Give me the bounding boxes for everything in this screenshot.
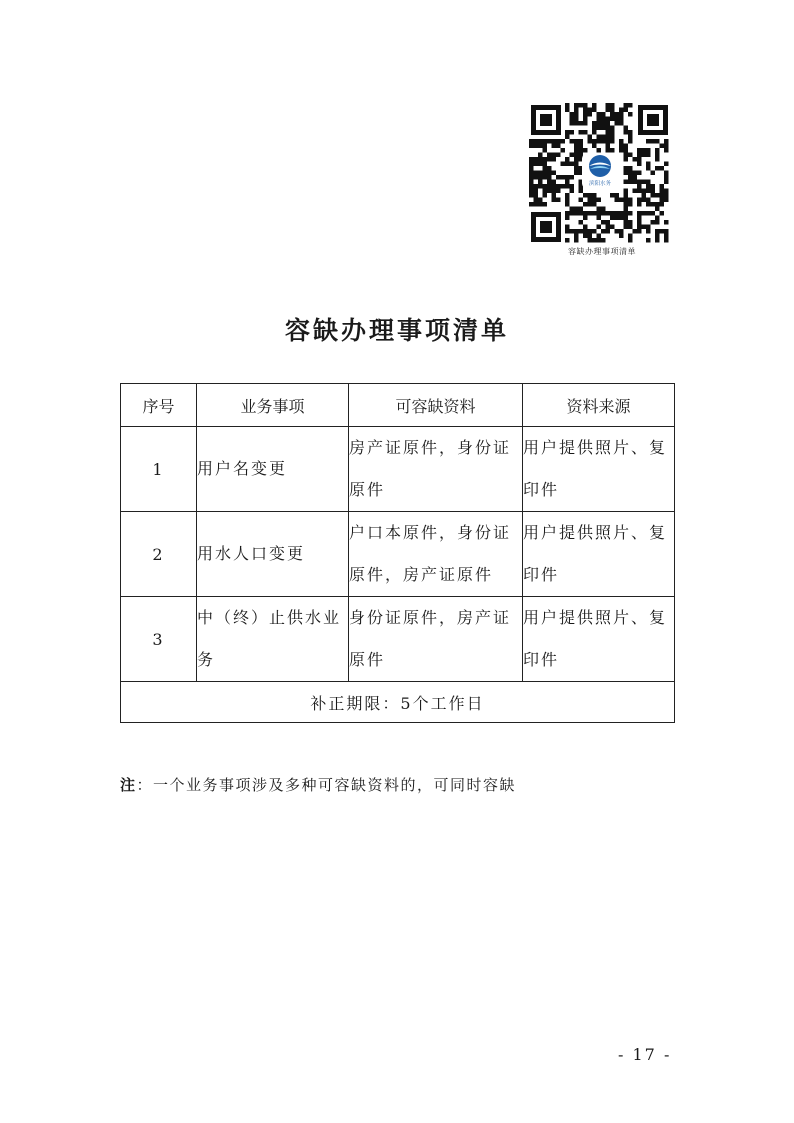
row-source: 用户提供照片、复印件 bbox=[523, 427, 675, 512]
row-material: 户口本原件，身份证原件，房产证原件 bbox=[349, 512, 523, 597]
qr-code-block bbox=[527, 101, 677, 256]
checklist-table bbox=[120, 383, 675, 723]
page-number: - 17 - bbox=[618, 1045, 672, 1064]
header-source: 资料来源 bbox=[523, 384, 675, 427]
row-number: 1 bbox=[121, 427, 197, 512]
row-material: 房产证原件，身份证原件 bbox=[349, 427, 523, 512]
qr-caption: 容缺办理事项清单 bbox=[568, 247, 636, 256]
row-source: 用户提供照片、复印件 bbox=[523, 597, 675, 682]
logo-text: 滨阳水务 bbox=[588, 181, 612, 187]
header-seq: 序号 bbox=[121, 384, 197, 427]
water-utility-logo-icon bbox=[589, 155, 612, 187]
footnote-label: 注 bbox=[120, 776, 137, 794]
row-item: 用水人口变更 bbox=[197, 512, 349, 597]
row-number: 2 bbox=[121, 512, 197, 597]
table-row bbox=[121, 597, 675, 682]
header-item: 业务事项 bbox=[197, 384, 349, 427]
footnote bbox=[120, 774, 516, 795]
row-number: 3 bbox=[121, 597, 197, 682]
row-source: 用户提供照片、复印件 bbox=[523, 512, 675, 597]
correction-deadline: 补正期限：5个工作日 bbox=[121, 682, 675, 723]
row-item: 用户名变更 bbox=[197, 427, 349, 512]
table-row bbox=[121, 427, 675, 512]
row-item: 中（终）止供水业务 bbox=[197, 597, 349, 682]
table-header-row bbox=[121, 384, 675, 427]
table-footer-row bbox=[121, 682, 675, 723]
footnote-text: ：一个业务事项涉及多种可容缺资料的，可同时容缺 bbox=[136, 776, 517, 794]
qr-code-image bbox=[527, 101, 672, 246]
page-title: 容缺办理事项清单 bbox=[284, 316, 509, 345]
row-material: 身份证原件，房产证原件 bbox=[349, 597, 523, 682]
header-material: 可容缺资料 bbox=[349, 384, 523, 427]
table-row bbox=[121, 512, 675, 597]
